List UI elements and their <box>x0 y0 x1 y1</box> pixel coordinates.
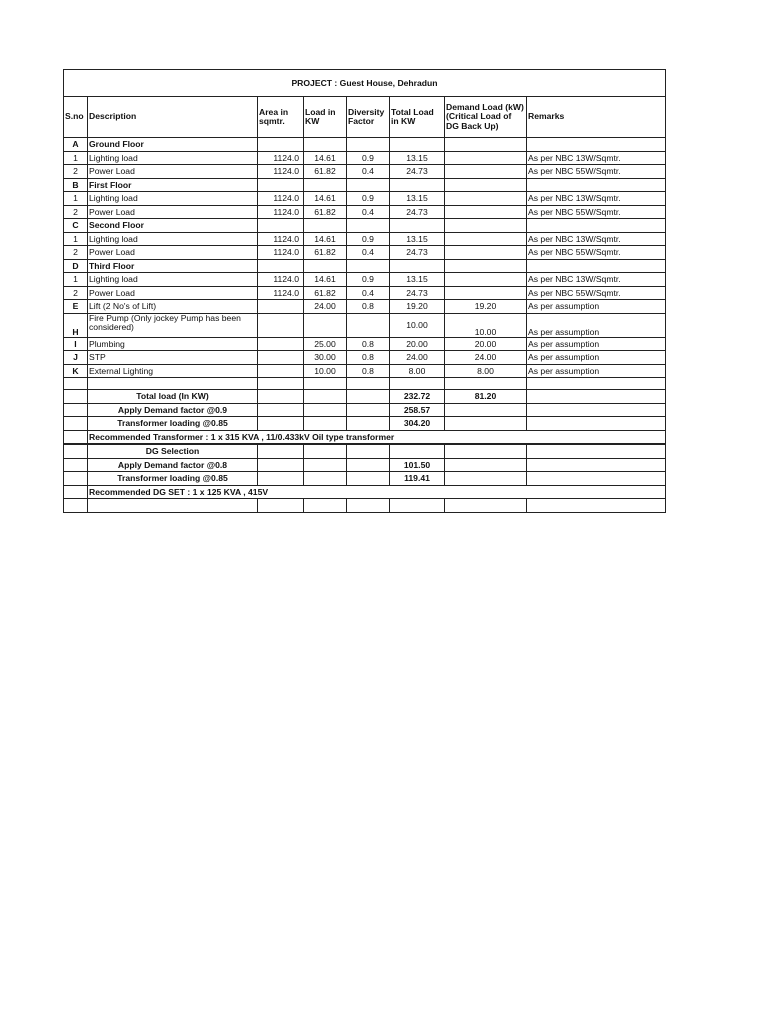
floor-id: A <box>64 138 88 152</box>
dg-transformer-loading-value: 119.41 <box>390 472 445 486</box>
empty-cell <box>64 378 88 390</box>
empty-cell <box>347 378 390 390</box>
area-cell <box>258 364 304 378</box>
diversity-cell: 0.4 <box>347 165 390 179</box>
empty-cell <box>527 499 666 513</box>
empty-cell <box>258 390 304 404</box>
empty-cell <box>64 417 88 431</box>
remarks-cell: As per assumption <box>527 351 666 365</box>
empty-cell <box>390 444 445 458</box>
floor-heading-row <box>64 138 666 152</box>
empty-cell <box>347 178 390 192</box>
demand-load-cell <box>445 232 527 246</box>
diversity-cell: 0.9 <box>347 151 390 165</box>
load-cell: 14.61 <box>304 151 347 165</box>
empty-cell <box>445 472 527 486</box>
dg-selection-title: DG Selection <box>88 444 258 458</box>
floor-name: Ground Floor <box>88 138 258 152</box>
recommended-dg: Recommended DG SET : 1 x 125 KVA , 415V <box>88 485 666 499</box>
area-cell: 1124.0 <box>258 246 304 260</box>
floor-heading-row <box>64 259 666 273</box>
total-load-cell: 8.00 <box>390 364 445 378</box>
header-area: Area in sqmtr. <box>258 97 304 138</box>
floor-heading-row <box>64 219 666 233</box>
remarks-cell: As per NBC 13W/Sqmtr. <box>527 151 666 165</box>
empty-cell <box>445 403 527 417</box>
description-cell: Lighting load <box>88 273 258 287</box>
total-load-cell: 10.00 <box>390 313 445 337</box>
total-load-cell: 20.00 <box>390 337 445 351</box>
header-diversity: Diversity Factor <box>347 97 390 138</box>
table-row <box>64 286 666 300</box>
empty-cell <box>347 417 390 431</box>
dg-selection-row <box>64 444 666 458</box>
demand-load-cell: 24.00 <box>445 351 527 365</box>
sno-cell: 2 <box>64 246 88 260</box>
demand-load-cell: 20.00 <box>445 337 527 351</box>
empty-cell <box>527 219 666 233</box>
description-cell: Lighting load <box>88 232 258 246</box>
total-load-cell: 13.15 <box>390 151 445 165</box>
sno-cell: 1 <box>64 151 88 165</box>
floor-id: C <box>64 219 88 233</box>
load-calculation-table <box>63 69 666 513</box>
remarks-cell: As per NBC 55W/Sqmtr. <box>527 165 666 179</box>
transformer-loading-row <box>64 417 666 431</box>
remarks-cell: As per assumption <box>527 300 666 314</box>
description-cell: Power Load <box>88 246 258 260</box>
empty-cell <box>304 417 347 431</box>
empty-cell <box>258 417 304 431</box>
remarks-cell: As per NBC 13W/Sqmtr. <box>527 273 666 287</box>
total-load-cell: 24.73 <box>390 205 445 219</box>
area-cell: 1124.0 <box>258 286 304 300</box>
diversity-cell: 0.8 <box>347 300 390 314</box>
table-row <box>64 313 666 337</box>
empty-cell <box>527 378 666 390</box>
total-load-cell: 24.73 <box>390 165 445 179</box>
empty-cell <box>445 138 527 152</box>
total-load-cell: 13.15 <box>390 273 445 287</box>
empty-cell <box>258 178 304 192</box>
total-load-cell: 24.00 <box>390 351 445 365</box>
total-load-cell: 24.73 <box>390 286 445 300</box>
empty-cell <box>445 378 527 390</box>
header-total-load: Total Load in KW <box>390 97 445 138</box>
sno-cell: 2 <box>64 165 88 179</box>
sno-cell: E <box>64 300 88 314</box>
empty-cell <box>64 390 88 404</box>
description-cell: Fire Pump (Only jockey Pump has been considered) <box>88 313 258 337</box>
demand-load-cell <box>445 286 527 300</box>
table-row <box>64 205 666 219</box>
area-cell <box>258 313 304 337</box>
total-row <box>64 390 666 404</box>
sno-cell: K <box>64 364 88 378</box>
empty-cell <box>527 444 666 458</box>
description-cell: Lift (2 No's of Lift) <box>88 300 258 314</box>
empty-cell <box>390 499 445 513</box>
area-cell: 1124.0 <box>258 192 304 206</box>
empty-cell <box>527 403 666 417</box>
empty-cell <box>64 444 88 458</box>
recommended-transformer: Recommended Transformer : 1 x 315 KVA , 11/0.433kV Oil type transformer <box>88 430 666 444</box>
header-row <box>64 97 666 138</box>
demand-load-cell <box>445 165 527 179</box>
empty-cell <box>304 378 347 390</box>
area-cell: 1124.0 <box>258 273 304 287</box>
demand-factor-value: 258.57 <box>390 403 445 417</box>
sno-cell: J <box>64 351 88 365</box>
empty-cell <box>64 499 88 513</box>
diversity-cell: 0.4 <box>347 205 390 219</box>
area-cell: 1124.0 <box>258 151 304 165</box>
floor-name: First Floor <box>88 178 258 192</box>
table-row <box>64 151 666 165</box>
recommended-dg-row <box>64 485 666 499</box>
empty-cell <box>258 403 304 417</box>
dg-demand-factor-value: 101.50 <box>390 458 445 472</box>
load-cell: 14.61 <box>304 192 347 206</box>
empty-cell <box>304 219 347 233</box>
dg-transformer-loading-row <box>64 472 666 486</box>
empty-cell <box>258 259 304 273</box>
load-cell: 61.82 <box>304 205 347 219</box>
remarks-cell: As per NBC 13W/Sqmtr. <box>527 192 666 206</box>
empty-cell <box>527 138 666 152</box>
demand-factor-row <box>64 403 666 417</box>
empty-cell <box>445 444 527 458</box>
empty-cell <box>304 178 347 192</box>
demand-load-cell: 10.00 <box>445 313 527 337</box>
empty-cell <box>445 178 527 192</box>
transformer-loading-label: Transformer loading @0.85 <box>88 417 258 431</box>
description-cell: Power Load <box>88 165 258 179</box>
empty-cell <box>347 444 390 458</box>
empty-cell <box>390 259 445 273</box>
empty-cell <box>304 259 347 273</box>
load-cell: 30.00 <box>304 351 347 365</box>
floor-id: D <box>64 259 88 273</box>
empty-cell <box>347 390 390 404</box>
area-cell <box>258 351 304 365</box>
sno-cell: 2 <box>64 286 88 300</box>
load-cell: 61.82 <box>304 246 347 260</box>
description-cell: Power Load <box>88 205 258 219</box>
empty-cell <box>304 390 347 404</box>
remarks-cell: As per NBC 13W/Sqmtr. <box>527 232 666 246</box>
diversity-cell: 0.9 <box>347 192 390 206</box>
demand-factor-label: Apply Demand factor @0.9 <box>88 403 258 417</box>
header-load: Load in KW <box>304 97 347 138</box>
load-cell: 61.82 <box>304 165 347 179</box>
sno-cell: 1 <box>64 273 88 287</box>
remarks-cell: As per NBC 55W/Sqmtr. <box>527 246 666 260</box>
total-load-cell: 19.20 <box>390 300 445 314</box>
empty-cell <box>527 417 666 431</box>
sno-cell: H <box>64 313 88 337</box>
table-row <box>64 337 666 351</box>
description-cell: Power Load <box>88 286 258 300</box>
empty-cell <box>527 178 666 192</box>
sno-cell: 2 <box>64 205 88 219</box>
empty-cell <box>304 499 347 513</box>
description-cell: Lighting load <box>88 192 258 206</box>
demand-load-cell: 19.20 <box>445 300 527 314</box>
empty-cell <box>88 378 258 390</box>
transformer-loading-value: 304.20 <box>390 417 445 431</box>
floor-heading-row <box>64 178 666 192</box>
sno-cell: 1 <box>64 192 88 206</box>
diversity-cell: 0.8 <box>347 364 390 378</box>
floor-id: B <box>64 178 88 192</box>
load-cell <box>304 313 347 337</box>
remarks-cell: As per assumption <box>527 337 666 351</box>
demand-load-cell: 8.00 <box>445 364 527 378</box>
empty-cell <box>258 138 304 152</box>
sno-cell: 1 <box>64 232 88 246</box>
empty-cell <box>64 472 88 486</box>
total-label: Total load (In KW) <box>88 390 258 404</box>
empty-cell <box>64 458 88 472</box>
header-sno: S.no <box>64 97 88 138</box>
demand-load-cell <box>445 246 527 260</box>
recommended-transformer-row <box>64 430 666 444</box>
diversity-cell: 0.8 <box>347 337 390 351</box>
table-row <box>64 300 666 314</box>
empty-cell <box>445 219 527 233</box>
table-row <box>64 364 666 378</box>
diversity-cell: 0.4 <box>347 246 390 260</box>
empty-cell <box>258 472 304 486</box>
empty-cell <box>258 458 304 472</box>
table-row <box>64 165 666 179</box>
empty-cell <box>258 499 304 513</box>
blank-row <box>64 378 666 390</box>
table-row <box>64 351 666 365</box>
empty-cell <box>258 444 304 458</box>
description-cell: Lighting load <box>88 151 258 165</box>
project-title: PROJECT : Guest House, Dehradun <box>64 70 666 97</box>
load-cell: 61.82 <box>304 286 347 300</box>
empty-cell <box>445 259 527 273</box>
diversity-cell <box>347 313 390 337</box>
remarks-cell: As per assumption <box>527 364 666 378</box>
empty-cell <box>347 472 390 486</box>
diversity-cell: 0.9 <box>347 232 390 246</box>
demand-load-cell <box>445 273 527 287</box>
empty-cell <box>88 499 258 513</box>
area-cell <box>258 337 304 351</box>
remarks-cell: As per NBC 55W/Sqmtr. <box>527 286 666 300</box>
total-demand-value: 81.20 <box>445 390 527 404</box>
load-cell: 10.00 <box>304 364 347 378</box>
blank-row <box>64 499 666 513</box>
load-cell: 25.00 <box>304 337 347 351</box>
table-row <box>64 246 666 260</box>
empty-cell <box>527 472 666 486</box>
empty-cell <box>390 138 445 152</box>
empty-cell <box>347 458 390 472</box>
empty-cell <box>347 499 390 513</box>
table-row <box>64 273 666 287</box>
demand-load-cell <box>445 205 527 219</box>
header-description: Description <box>88 97 258 138</box>
floor-name: Third Floor <box>88 259 258 273</box>
empty-cell <box>304 138 347 152</box>
total-load-cell: 24.73 <box>390 246 445 260</box>
empty-cell <box>347 403 390 417</box>
description-cell: Plumbing <box>88 337 258 351</box>
area-cell: 1124.0 <box>258 205 304 219</box>
empty-cell <box>304 458 347 472</box>
empty-cell <box>304 403 347 417</box>
diversity-cell: 0.9 <box>347 273 390 287</box>
load-cell: 14.61 <box>304 232 347 246</box>
dg-demand-factor-label: Apply Demand factor @0.8 <box>88 458 258 472</box>
total-load-cell: 13.15 <box>390 232 445 246</box>
diversity-cell: 0.8 <box>347 351 390 365</box>
description-cell: STP <box>88 351 258 365</box>
header-demand-load: Demand Load (kW) (Critical Load of DG Back Up) <box>445 97 527 138</box>
empty-cell <box>445 499 527 513</box>
header-remarks: Remarks <box>527 97 666 138</box>
demand-load-cell <box>445 192 527 206</box>
table-row <box>64 192 666 206</box>
empty-cell <box>304 472 347 486</box>
empty-cell <box>64 485 88 499</box>
area-cell: 1124.0 <box>258 232 304 246</box>
total-load-cell: 13.15 <box>390 192 445 206</box>
empty-cell <box>390 219 445 233</box>
empty-cell <box>390 178 445 192</box>
floor-name: Second Floor <box>88 219 258 233</box>
empty-cell <box>304 444 347 458</box>
empty-cell <box>445 417 527 431</box>
sno-cell: I <box>64 337 88 351</box>
empty-cell <box>445 458 527 472</box>
dg-demand-factor-row <box>64 458 666 472</box>
empty-cell <box>347 259 390 273</box>
load-cell: 14.61 <box>304 273 347 287</box>
diversity-cell: 0.4 <box>347 286 390 300</box>
dg-transformer-loading-label: Transformer loading @0.85 <box>88 472 258 486</box>
empty-cell <box>64 403 88 417</box>
empty-cell <box>258 219 304 233</box>
empty-cell <box>258 378 304 390</box>
empty-cell <box>347 219 390 233</box>
remarks-cell: As per assumption <box>527 313 666 337</box>
empty-cell <box>64 430 88 444</box>
total-value: 232.72 <box>390 390 445 404</box>
empty-cell <box>527 458 666 472</box>
empty-cell <box>390 378 445 390</box>
remarks-cell: As per NBC 55W/Sqmtr. <box>527 205 666 219</box>
empty-cell <box>527 390 666 404</box>
table-row <box>64 232 666 246</box>
empty-cell <box>527 259 666 273</box>
demand-load-cell <box>445 151 527 165</box>
area-cell <box>258 300 304 314</box>
empty-cell <box>347 138 390 152</box>
area-cell: 1124.0 <box>258 165 304 179</box>
description-cell: External Lighting <box>88 364 258 378</box>
load-cell: 24.00 <box>304 300 347 314</box>
